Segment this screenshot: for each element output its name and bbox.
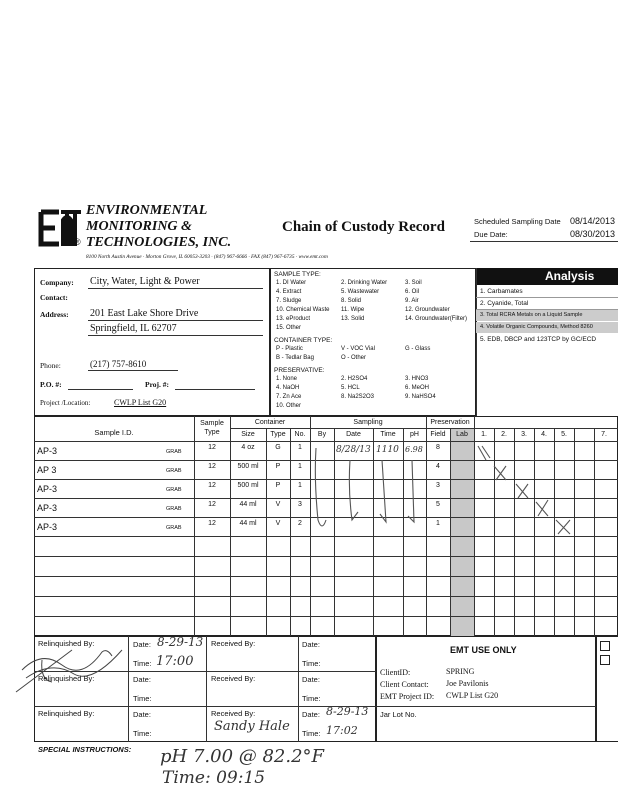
col-header-type: Type (270, 431, 286, 438)
received-by-label: Received By: (211, 639, 256, 648)
date-label: Date: (302, 675, 320, 684)
analysis-item: 2. Cyanide, Total (480, 300, 529, 307)
client-id-label: ClientID: (380, 668, 411, 677)
special-instructions-line2: Time: 09:15 (162, 768, 266, 788)
col-header-size: Size (241, 431, 255, 438)
relinquished-by-label: Relinquished By: (38, 674, 95, 683)
relinquished-by-label: Relinquished By: (38, 709, 95, 718)
col-header-field: Field (430, 431, 446, 438)
col-header-date: Date (346, 431, 361, 438)
col-header-sample-type: Sample Type (200, 420, 224, 436)
scheduled-date-value: 08/14/2013 (570, 216, 616, 226)
company-value: City, Water, Light & Power (90, 276, 200, 287)
grab-label: GRAB (166, 449, 182, 455)
time-label: Time: (302, 694, 321, 703)
col-header-preservation: Preservation (430, 419, 470, 426)
contact-label: Contact: (40, 293, 68, 302)
right-edge-box (596, 636, 618, 742)
analysis-item: 3. Total RCRA Metals on a Liquid Sample (480, 312, 583, 318)
date-label: Date: (133, 675, 151, 684)
col-header-analysis-4: 4. (541, 431, 547, 438)
project-location-value: CWLP List G20 (114, 398, 167, 407)
jar-lot-label: Jar Lot No. (380, 710, 417, 719)
relinquished-date-1: 8-29-13 (157, 635, 204, 649)
phone-value: (217) 757-8610 (90, 359, 147, 369)
handwritten-sample-ph: 6.98 (405, 445, 423, 454)
col-header-sample-id: Sample I.D. (94, 428, 134, 437)
analysis-heading: Analysis (545, 269, 595, 283)
client-id-value: SPRING (446, 667, 475, 676)
col-header-analysis-3: 3. (521, 431, 527, 438)
time-label: Time: (302, 729, 321, 738)
col-header-by: By (317, 431, 327, 438)
client-info-box (34, 268, 270, 416)
time-label: Time: (133, 659, 152, 668)
time-label: Time: (133, 694, 152, 703)
analysis-item: 1. Carbamates (480, 288, 523, 295)
page-title: Chain of Custody Record (282, 219, 445, 235)
registered-mark: ® (74, 237, 81, 247)
col-header-ph: pH (410, 431, 419, 438)
sample-type-heading: SAMPLE TYPE: (274, 271, 321, 278)
col-header-analysis-7: 7. (601, 431, 607, 438)
special-instructions-label: SPECIAL INSTRUCTIONS: (38, 745, 132, 754)
po-label: P.O. #: (40, 380, 62, 389)
col-header-no: No. (294, 431, 306, 438)
handwritten-sample-time: 1110 (376, 445, 399, 455)
received-date-3: 8-29-13 (326, 705, 369, 718)
due-date-value: 08/30/2013 (570, 229, 616, 239)
grab-label: GRAB (166, 525, 182, 531)
project-location-label: Project /Location: (40, 399, 91, 407)
analysis-item: 5. EDB, DBCP and 123TCP by GC/ECD (480, 336, 597, 343)
container-type-heading: CONTAINER TYPE: (274, 337, 333, 344)
col-header-time: Time (380, 431, 396, 438)
company-address-line: 8100 North Austin Avenue · Morton Grove, IL 60053-3203 · (847) 967-6666 · FAX (847) 967-6735 · www.emt.com (86, 254, 328, 260)
company-name-line2: MONITORING & (86, 219, 192, 234)
checkbox[interactable] (600, 655, 610, 665)
address-line1: 201 East Lake Shore Drive (90, 308, 199, 319)
due-date-label: Due Date: (474, 230, 508, 239)
received-by-label: Received By: (211, 674, 256, 683)
company-label: Company: (40, 278, 74, 287)
proj-label: Proj. #: (145, 380, 170, 389)
analysis-item: 4. Volatile Organic Compounds, Method 8260 (480, 324, 593, 330)
handwritten-sample-date: 8/28/13 (336, 445, 371, 455)
date-label: Date: (302, 710, 320, 719)
scheduled-date-label: Scheduled Sampling Date (474, 217, 561, 226)
grab-label: GRAB (166, 506, 182, 512)
emt-project-id-value: CWLP List G20 (446, 691, 499, 700)
time-label: Time: (302, 659, 321, 668)
relinquished-time-1: 17:00 (156, 654, 194, 669)
sample-id: AP-3 (37, 522, 58, 532)
col-header-container: Container (254, 419, 286, 426)
phone-label: Phone: (40, 361, 61, 370)
received-signature-3: Sandy Hale (214, 719, 290, 734)
client-contact-label: Client Contact: (380, 680, 429, 689)
checkbox[interactable] (600, 641, 610, 651)
col-header-analysis-5: 5. (561, 431, 567, 438)
grab-label: GRAB (166, 487, 182, 493)
date-label: Date: (133, 710, 151, 719)
company-name-line3: TECHNOLOGIES, INC. (86, 235, 232, 250)
date-label: Date: (302, 640, 320, 649)
preservative-heading: PRESERVATIVE: (274, 367, 325, 374)
grab-label: GRAB (166, 468, 182, 474)
special-instructions-line1: pH 7.00 @ 82.2°F (160, 746, 325, 767)
col-header-analysis-2: 2. (501, 431, 507, 438)
handwritten-ditto-marks (300, 440, 618, 540)
address-line2: Springfield, IL 62707 (90, 323, 177, 334)
company-name-line1: ENVIRONMENTAL (86, 203, 208, 218)
received-time-3: 17:02 (326, 724, 358, 737)
col-header-sampling: Sampling (353, 419, 383, 426)
col-header-lab: Lab (456, 431, 468, 438)
col-header-analysis-1: 1. (481, 431, 487, 438)
received-by-label: Received By: (211, 709, 256, 718)
emt-use-only-heading: EMT USE ONLY (450, 645, 517, 655)
time-label: Time: (133, 729, 152, 738)
sample-id: AP-3 (37, 484, 58, 494)
relinquished-by-label: Relinquished By: (38, 639, 95, 648)
relinquished-signature-1 (12, 630, 132, 700)
sample-id: AP 3 (37, 465, 57, 475)
client-contact-value: Joe Pavilonis (446, 679, 489, 688)
address-label: Address: (40, 310, 69, 319)
sample-id: AP-3 (37, 503, 58, 513)
sample-id: AP-3 (37, 446, 58, 456)
emt-project-id-label: EMT Project ID: (380, 692, 435, 701)
date-label: Date: (133, 640, 151, 649)
